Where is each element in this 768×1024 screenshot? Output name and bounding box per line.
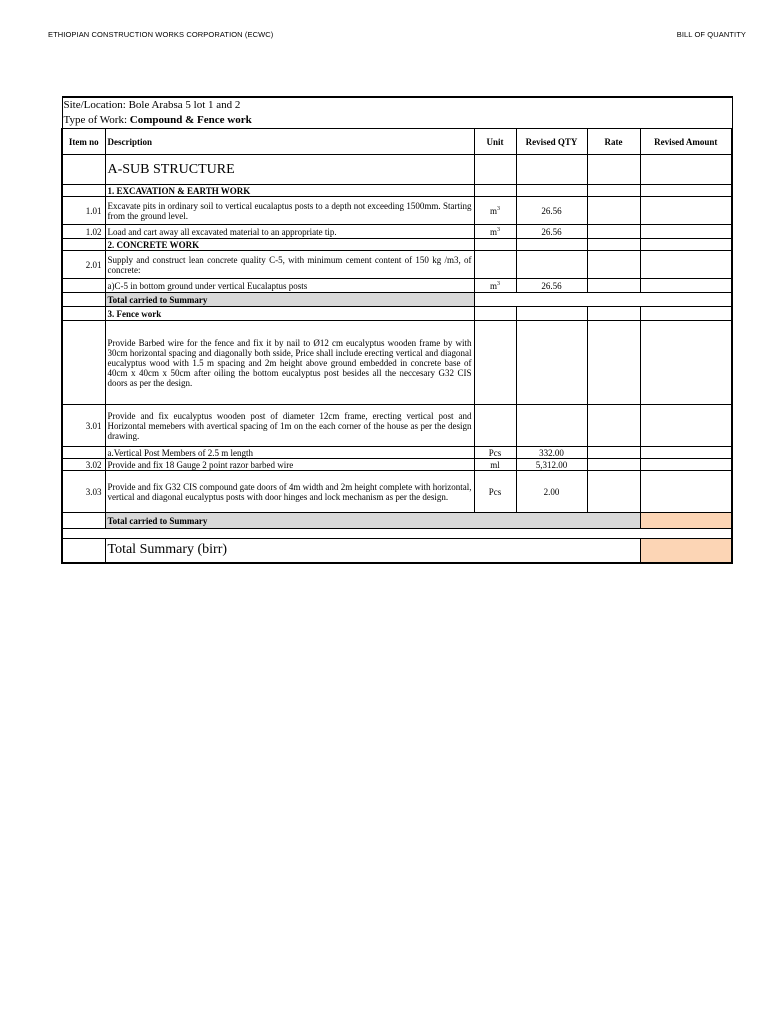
- col-revised-amount: Revised Amount: [640, 129, 732, 155]
- item-number: 1.01: [62, 197, 105, 225]
- item-number: 3.02: [62, 459, 105, 471]
- col-item-no: Item no: [62, 129, 105, 155]
- type-of-work: [62, 113, 732, 129]
- col-unit: Unit: [474, 129, 516, 155]
- site-location-row: [62, 97, 732, 113]
- item-number: 2.01: [62, 251, 105, 279]
- grand-total-row: [62, 539, 732, 563]
- item-number: 1.02: [62, 225, 105, 239]
- section-title: A-SUB STRUCTURE: [105, 155, 474, 185]
- table-row: [62, 225, 732, 239]
- grand-total-amount: [640, 539, 732, 563]
- item-unit: $m^3$: [474, 225, 516, 239]
- item-description: Provide and fix eucalyptus wooden post of diameter 12cm frame, erecting vertical post and Horizontal memebers with avertical spacing of 1m on the each corner of the house as per the design drawing.: [105, 405, 474, 447]
- item-qty: 26.56: [516, 197, 587, 225]
- item-qty: 5,312.00: [516, 459, 587, 471]
- table-row: [62, 459, 732, 471]
- type-of-work-row: [62, 113, 732, 129]
- item-description: a)C-5 in bottom ground under vertical Eucalaptus posts: [105, 279, 474, 293]
- col-description: Description: [105, 129, 474, 155]
- heading-concrete: 2. CONCRETE WORK: [105, 239, 474, 251]
- item-number: 3.01: [62, 405, 105, 447]
- item-qty: 26.56: [516, 279, 587, 293]
- item-description: Provide and fix 18 Gauge 2 point razor barbed wire: [105, 459, 474, 471]
- item-unit: $m^3$: [474, 197, 516, 225]
- col-rate: Rate: [587, 129, 640, 155]
- item-description: Load and cart away all excavated material to an appropriate tip.: [105, 225, 474, 239]
- subtotal-row: [62, 513, 732, 529]
- heading-row-excavation: [62, 185, 732, 197]
- item-qty: 2.00: [516, 471, 587, 513]
- table-row: [62, 405, 732, 447]
- table-row: [62, 279, 732, 293]
- item-number: 3.03: [62, 471, 105, 513]
- item-description: Excavate pits in ordinary soil to vertical eucalaptus posts to a depth not exceeding 1500mm. Starting from the ground level.: [105, 197, 474, 225]
- item-qty: 26.56: [516, 225, 587, 239]
- heading-excavation: 1. EXCAVATION & EARTH WORK: [105, 185, 474, 197]
- grand-total-label: Total Summary (birr): [105, 539, 640, 563]
- type-of-work-label: Type of Work:: [63, 114, 130, 126]
- item-unit: ml: [474, 459, 516, 471]
- heading-row-concrete: [62, 239, 732, 251]
- section-row: [62, 155, 732, 185]
- table-row: [62, 471, 732, 513]
- item-description: Provide and fix G32 CIS compound gate doors of 4m width and 2m height complete with horizontal, vertical and diagonal eucalyptus posts with door hinges and lock mechanism as per the design.: [105, 471, 474, 513]
- table-row: [62, 251, 732, 279]
- subtotal-label: Total carried to Summary: [105, 513, 640, 529]
- item-description: Supply and construct lean concrete quality C-5, with minimum cement content of 150 kg /m3, of concrete:: [105, 251, 474, 279]
- item-description: Provide Barbed wire for the fence and fix it by nail to Ø12 cm eucalyptus wooden frame by with 30cm horizontal spacing and diagonally both sside, Price shall include erecting vertical and diagonal eucalyptus wood with 1.5 m spacing and 2m height above ground embedded in concrete base of 40cm x 40cm x 50cm after oiling the bottom eucalyptus post besides all the neccesary G32 CIS doors as per the design.: [105, 321, 474, 405]
- item-unit: Pcs: [474, 447, 516, 459]
- item-description: a.Vertical Post Members of 2.5 m length: [105, 447, 474, 459]
- spacer-row: [62, 529, 732, 539]
- document-type: BILL OF QUANTITY: [676, 30, 746, 39]
- heading-row-fence: [62, 307, 732, 321]
- subtotal-amount: [640, 513, 732, 529]
- subtotal-row: [62, 293, 732, 307]
- item-unit: Pcs: [474, 471, 516, 513]
- bill-of-quantity-table: [61, 96, 733, 564]
- subtotal-label: Total carried to Summary: [105, 293, 474, 307]
- table-row: [62, 321, 732, 405]
- item-unit: $m^3$: [474, 279, 516, 293]
- table-row: [62, 447, 732, 459]
- table-row: [62, 197, 732, 225]
- company-name: ETHIOPIAN CONSTRUCTION WORKS CORPORATION (ECWC): [48, 30, 274, 39]
- item-qty: 332.00: [516, 447, 587, 459]
- type-of-work-value: Compound & Fence work: [129, 114, 252, 126]
- site-location: Site/Location: Bole Arabsa 5 lot 1 and 2: [62, 97, 732, 113]
- heading-fence: 3. Fence work: [105, 307, 474, 321]
- column-header-row: [62, 129, 732, 155]
- col-revised-qty: Revised QTY: [516, 129, 587, 155]
